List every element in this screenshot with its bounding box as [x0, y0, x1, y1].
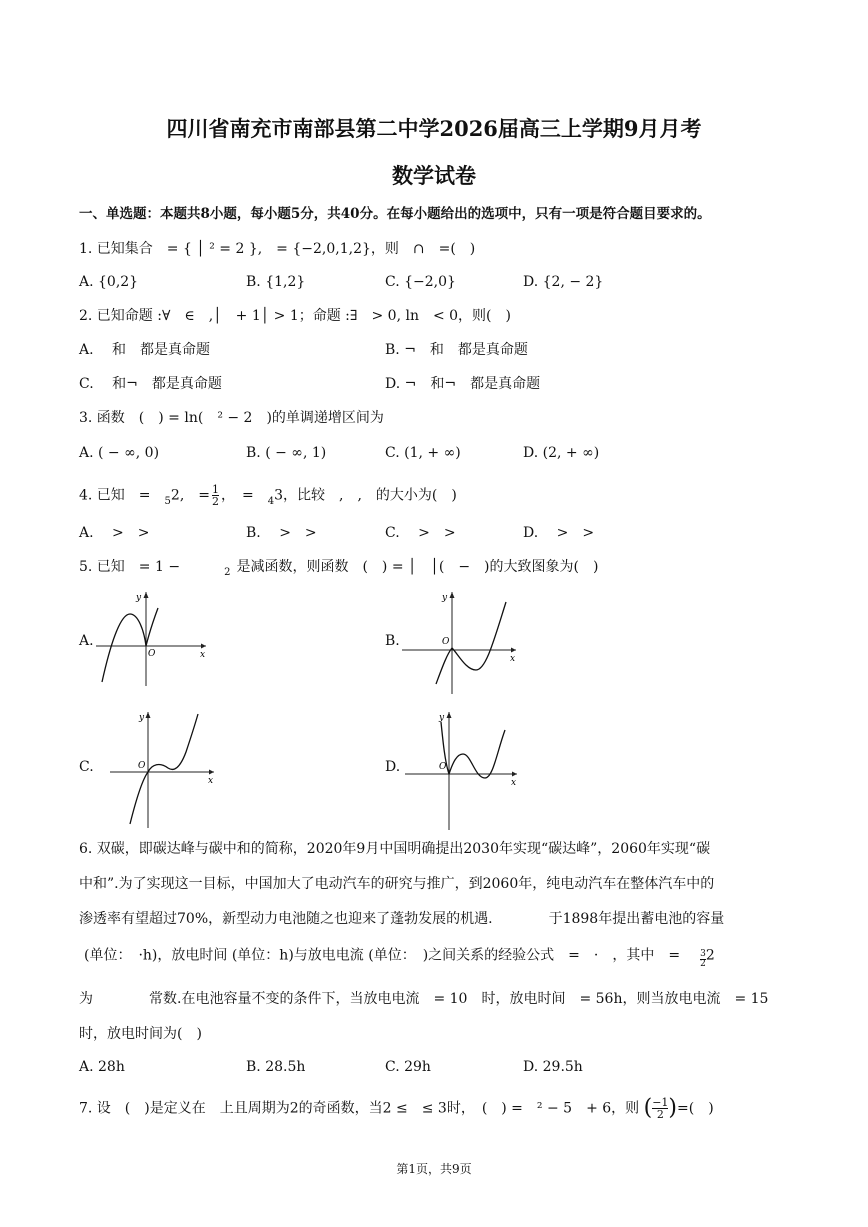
- graph-d-label: D.: [385, 759, 401, 775]
- graph-d-x-label: x: [511, 778, 517, 788]
- question-2-option-d: D. ¬ 和¬ 都是真命题: [385, 376, 541, 392]
- graph-a-y-label: y: [136, 593, 142, 603]
- question-3-option-a: A. ( − ∞, 0): [79, 445, 160, 461]
- q5-part-a: 5. 已知 = 1 −: [79, 559, 181, 575]
- graph-c-y-label: y: [139, 713, 145, 723]
- q4-part-c: ， =: [221, 487, 268, 504]
- q4-fraction-num: 1: [212, 483, 220, 496]
- graph-b-x-label: x: [510, 654, 516, 664]
- page-title: 四川省南充市南部县第二中学2026届高三上学期9月月考: [166, 116, 702, 141]
- q4-log-base-4: 4: [267, 495, 275, 507]
- question-6-line-5: 为 常数.在电池容量不变的条件下，当放电电流 = 10 时，放电时间 = 56h，则当放电电流 = 15: [79, 991, 769, 1007]
- question-3-option-c: C. (1, + ∞): [385, 445, 461, 461]
- question-4-option-b: B. > >: [246, 525, 317, 541]
- page-footer: 第1页，共9页: [396, 1162, 472, 1176]
- graph-b-origin: O: [442, 637, 450, 647]
- q4-part-a: 4. 已知 =: [79, 487, 165, 504]
- graph-c-label: C.: [79, 759, 94, 775]
- question-6-line-2: 中和”.为了实现这一目标，中国加大了电动汽车的研究与推广，到2060年，纯电动汽车在整体汽车中的: [79, 876, 715, 892]
- q4-fraction: [212, 484, 219, 507]
- q5-log-base-2: 2: [224, 567, 231, 578]
- graph-b-y-label: y: [442, 593, 448, 603]
- graph-a-origin: O: [148, 649, 156, 659]
- section-heading: 一、单选题：本题共8小题，每小题5分，共40分。在每小题给出的选项中，只有一项是符合题目要求的。: [79, 206, 711, 222]
- q7-fraction: $\frac{-1}{2}$: [652, 1096, 669, 1121]
- question-6-option-d: D. 29.5h: [523, 1059, 583, 1075]
- page-subtitle: 数学试卷: [392, 163, 476, 188]
- graph-d-origin: O: [439, 762, 447, 772]
- question-1-option-d: D. {2, − 2}: [523, 274, 604, 290]
- graph-c: [110, 708, 218, 828]
- question-1-option-b: B. {1,2}: [246, 274, 306, 290]
- q6-log-fraction: [700, 950, 706, 969]
- question-4-stem: [79, 484, 457, 507]
- question-6-option-c: C. 29h: [385, 1059, 431, 1075]
- q7-fraction-num: 1: [661, 1096, 669, 1109]
- question-4-option-c: C. > >: [385, 525, 456, 541]
- question-4-option-d: D. > >: [523, 525, 595, 541]
- graph-a: [96, 588, 210, 686]
- q5-part-b: 是减函数，则函数 ( ) = │ │( − )的大致图象为( ): [236, 559, 599, 575]
- graph-b: [402, 588, 520, 696]
- graph-a-label: A.: [79, 633, 94, 649]
- question-6-line-1: 6. 双碳，即碳达峰与碳中和的简称，2020年9月中国明确提出2030年实现“碳达峰”，2060年实现“碳: [79, 841, 711, 857]
- question-6-line-4: [84, 946, 715, 969]
- question-6-line-6: 时，放电时间为( ): [79, 1026, 202, 1042]
- q6-log-fraction-num: 3: [700, 949, 706, 959]
- graph-d-y-label: y: [439, 713, 445, 723]
- q6-log-fraction-den: 2: [700, 959, 706, 969]
- q4-part-b: 2, =: [170, 487, 211, 504]
- question-6-line-3: 渗透率有望超过70%，新型动力电池随之也迎来了蓬勃发展的机遇. 于1898年提出蓄电池的容量: [79, 911, 725, 927]
- q4-log-base-5: 5: [164, 495, 171, 507]
- question-1-stem: 1. 已知集合 = { │ ² = 2 }, = {−2,0,1,2}，则 ∩ =( ): [79, 241, 476, 257]
- graph-d: [405, 708, 521, 830]
- graph-c-origin: O: [138, 761, 146, 771]
- question-7-stem: 7. 设 ( )是定义在 上且周期为2的奇函数，当2 ≤ ≤ 3时， ( ) = ² − 5 + 6，则 ( $\frac{-1}{2}$ )=( ): [79, 1095, 714, 1121]
- q7-stem-text: 7. 设 ( )是定义在 上且周期为2的奇函数，当2 ≤ ≤ 3时， ( ) = ² − 5 + 6，则: [79, 1100, 640, 1117]
- question-2-stem: 2. 已知命题 :∀ ∈ ,│ + 1│ > 1；命题 :∃ > 0, ln < 0，则( ): [79, 308, 511, 324]
- question-1-option-a: A. {0,2}: [79, 274, 139, 290]
- question-2-option-a: A. 和 都是真命题: [79, 342, 211, 358]
- question-3-stem: 3. 函数 ( ) = ln( ² − 2 )的单调递增区间为: [79, 410, 384, 426]
- graph-b-label: B.: [385, 633, 400, 649]
- question-5-stem: [79, 558, 598, 578]
- q6-line-4-text: (单位： ·h)，放电时间 (单位：h)与放电电流 (单位： )之间关系的经验公式 = · ，其中 =: [84, 947, 681, 964]
- question-3-option-b: B. ( − ∞, 1): [246, 445, 327, 461]
- question-3-option-d: D. (2, + ∞): [523, 445, 600, 461]
- question-1-option-c: C. {−2,0}: [385, 274, 456, 290]
- q7-fraction-den: 2: [656, 1108, 664, 1121]
- question-2-option-b: B. ¬ 和 都是真命题: [385, 342, 528, 358]
- question-4-option-a: A. > >: [79, 525, 150, 541]
- graph-a-x-label: x: [200, 650, 206, 660]
- question-6-option-b: B. 28.5h: [246, 1059, 306, 1075]
- q4-part-d: 3，比较 , , 的大小为( ): [274, 487, 457, 504]
- q4-fraction-den: 2: [212, 495, 220, 508]
- graph-c-x-label: x: [208, 776, 214, 786]
- q7-tail: =( ): [677, 1100, 714, 1117]
- question-2-option-c: C. 和¬ 都是真命题: [79, 376, 222, 392]
- question-6-option-a: A. 28h: [79, 1059, 125, 1075]
- q6-line-4-end: 2: [705, 947, 715, 964]
